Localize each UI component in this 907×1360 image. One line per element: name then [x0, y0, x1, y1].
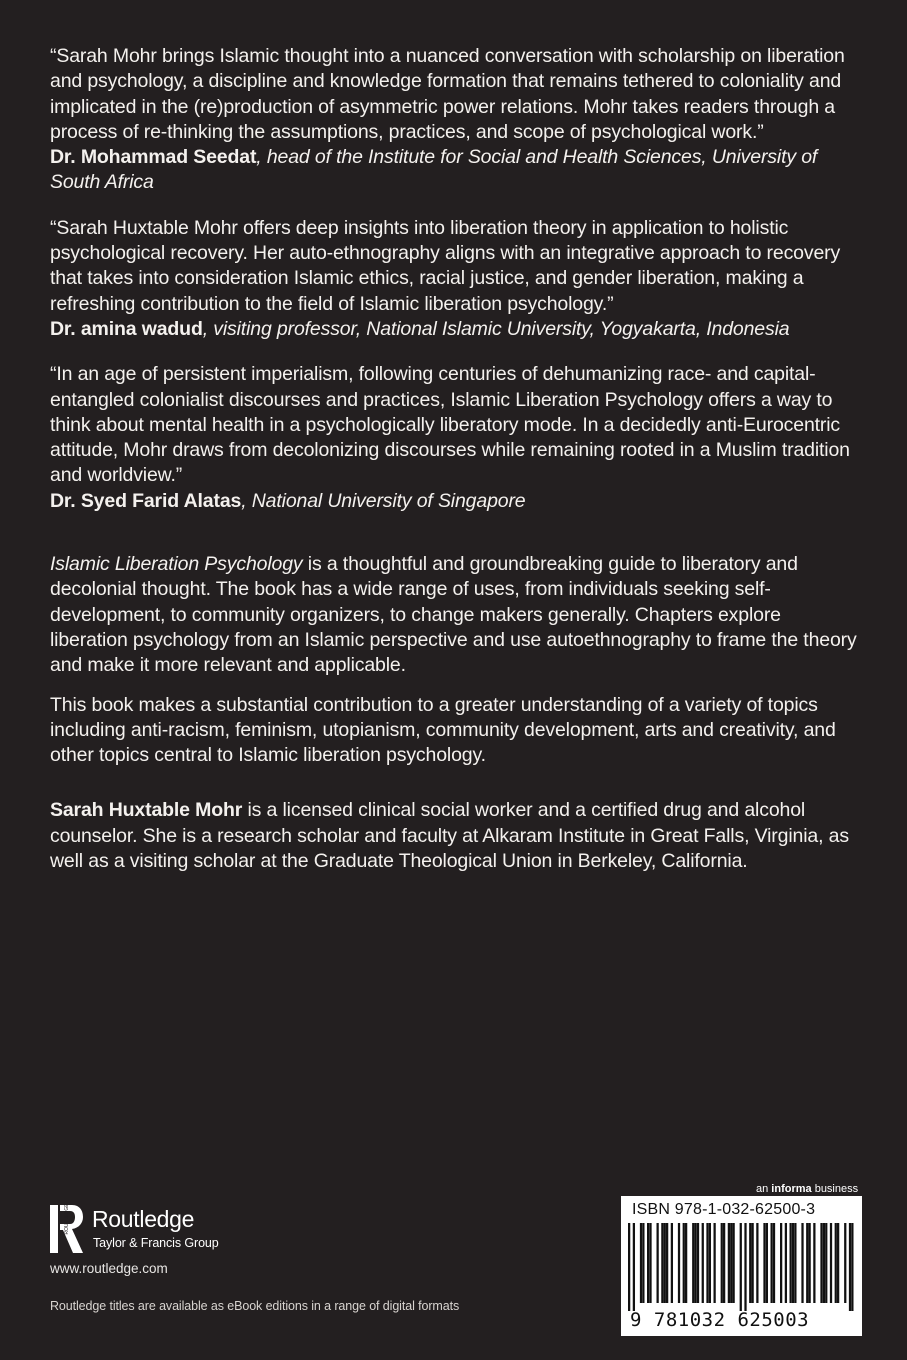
author-bio-text: is a licensed clinical social worker and a certified drug and alcohol counselor. She is a research scholar and faculty at Alkaram Institute in Great Falls, Virginia, as well as a visiting scholar at the Graduate Theological Union in Berkeley, California.	[50, 799, 849, 873]
barcode-bar	[642, 1223, 644, 1303]
barcode-bar	[785, 1223, 787, 1303]
barcode-bar	[766, 1223, 768, 1303]
barcode-bar	[806, 1223, 808, 1303]
barcode-bar	[661, 1223, 663, 1303]
barcode-bar	[649, 1223, 651, 1303]
barcode-bar	[666, 1223, 668, 1303]
barcode-bar	[640, 1223, 642, 1303]
barcode-bar	[744, 1223, 746, 1311]
barcode-bar	[678, 1223, 680, 1303]
barcode-bar	[849, 1223, 851, 1311]
svg-text:ROUTLEDGE: ROUTLEDGE	[64, 1203, 70, 1235]
barcode-bar	[749, 1223, 751, 1303]
barcode-bar	[771, 1223, 773, 1303]
endorsement-attribution	[50, 145, 862, 196]
endorser-role: , visiting professor, National Islamic University, Yogyakarta, Indonesia	[202, 317, 790, 340]
description-text: is a thoughtful and groundbreaking guide to liberatory and decolonial thought. The book has a wide range of uses, from individuals seeking self-development, to community organizers, to change makers generally. Chapters explore liberation psychology from an Islamic perspective and use autoethnography to frame the theory and make it more relevant and applicable.	[50, 553, 857, 677]
barcode-bar	[697, 1223, 699, 1303]
publisher-name: Routledge	[92, 1206, 195, 1232]
endorser-role: , head of the Institute for Social and Health Sciences, University of South Africa	[50, 146, 818, 194]
barcode-bar	[685, 1223, 687, 1303]
barcode-bar	[628, 1223, 630, 1311]
back-cover-text	[50, 44, 862, 888]
barcode-bar	[723, 1223, 725, 1303]
isbn-barcode	[621, 1196, 862, 1336]
endorsement-quote: “Sarah Huxtable Mohr offers deep insights into liberation theory in application to holistic psychological recovery. Her auto-ethnography aligns with an integrative approach to recovery that takes into consideration Islamic ethics, racial justice, and gender liberation, making a refreshing contribution to the field of Islamic liberation psychology.”	[50, 216, 841, 315]
barcode-bar	[763, 1223, 765, 1303]
barcode-digits: 9 781032 625003	[630, 1309, 810, 1331]
barcode-bar	[837, 1223, 839, 1303]
endorsement-1	[50, 44, 862, 196]
endorsement-attribution	[50, 317, 862, 342]
barcode-bar	[664, 1223, 666, 1303]
description-paragraph-1	[50, 552, 862, 678]
endorsement-quote: “In an age of persistent imperialism, following centuries of dehumanizing race- and capital-entangled colonialist discourses and practices, Islamic Liberation Psychology offers a way to think about mental health in a psychologically liberatory mode. In a decidedly anti-Eurocentric attitude, Mohr draws from decolonizing discourses while remaining rooted in a Muslim tradition and worldview.”	[50, 363, 850, 487]
barcode-bar	[830, 1223, 832, 1303]
barcode-bar	[714, 1223, 716, 1303]
endorsement-3	[50, 362, 862, 514]
barcode-bar	[820, 1223, 822, 1303]
author-name: Sarah Huxtable Mohr	[50, 799, 243, 822]
barcode-bar	[733, 1223, 735, 1303]
barcode-bar	[825, 1223, 827, 1303]
endorsement-2	[50, 216, 862, 342]
barcode-bar	[740, 1223, 742, 1311]
barcode-bar	[730, 1223, 732, 1303]
barcode-bar	[728, 1223, 730, 1303]
barcode-bar	[692, 1223, 694, 1303]
endorsement-attribution	[50, 489, 862, 514]
barcode-bar	[794, 1223, 796, 1303]
routledge-logo-icon	[50, 1203, 84, 1253]
barcode-bar	[823, 1223, 825, 1303]
barcode-bar	[792, 1223, 794, 1303]
barcode-bar	[809, 1223, 811, 1303]
barcode-bar	[633, 1223, 635, 1311]
endorser-name: Dr. Mohammad Seedat	[50, 146, 257, 169]
endorser-role: , National University of Singapore	[241, 489, 526, 512]
barcode-bar	[702, 1223, 704, 1303]
barcode-bar	[790, 1223, 792, 1303]
barcode-bar	[657, 1223, 659, 1303]
barcode-bar	[683, 1223, 685, 1303]
ebook-note: Routledge titles are available as eBook editions in a range of digital formats	[50, 1299, 460, 1313]
barcode-bar	[647, 1223, 649, 1303]
barcode-bars	[628, 1223, 856, 1311]
barcode-bar	[756, 1223, 758, 1303]
publisher-group: Taylor & Francis Group	[93, 1236, 219, 1250]
barcode-bar	[773, 1223, 775, 1303]
endorser-name: Dr. Syed Farid Alatas	[50, 489, 242, 512]
barcode-bar	[721, 1223, 723, 1303]
endorsement-quote: “Sarah Mohr brings Islamic thought into a nuanced conversation with scholarship on liberation and psychology, a discipline and knowledge formation that remains tethered to coloniality and implicated in the (re)production of asymmetric power relations. Mohr takes readers through a process of re-thinking the assumptions, practices, and scope of psychological work.”	[50, 45, 845, 143]
barcode-bar	[835, 1223, 837, 1303]
barcode-bar	[752, 1223, 754, 1303]
barcode-bar	[709, 1223, 711, 1303]
barcode-bar	[780, 1223, 782, 1303]
author-bio	[50, 798, 862, 874]
book-title-inline: Islamic Liberation Psychology	[50, 553, 303, 576]
endorser-name: Dr. amina wadud	[50, 317, 203, 340]
barcode-bar	[851, 1223, 853, 1311]
informa-business-label: an informa business	[756, 1183, 859, 1195]
publisher-logo-block	[50, 1203, 310, 1255]
barcode-bar	[695, 1223, 697, 1303]
barcode-bar	[813, 1223, 815, 1303]
barcode-bar	[706, 1223, 708, 1303]
barcode-bar	[844, 1223, 846, 1303]
publisher-url: www.routledge.com	[50, 1261, 168, 1276]
barcode-bar	[671, 1223, 673, 1303]
barcode-bar	[801, 1223, 803, 1303]
isbn-label: ISBN 978-1-032-62500-3	[632, 1201, 816, 1218]
description-paragraph-2: This book makes a substantial contribution to a greater understanding of a variety of topics including anti-racism, feminism, utopianism, community development, arts and creativity, and other topics central to Islamic liberation psychology.	[50, 693, 836, 767]
